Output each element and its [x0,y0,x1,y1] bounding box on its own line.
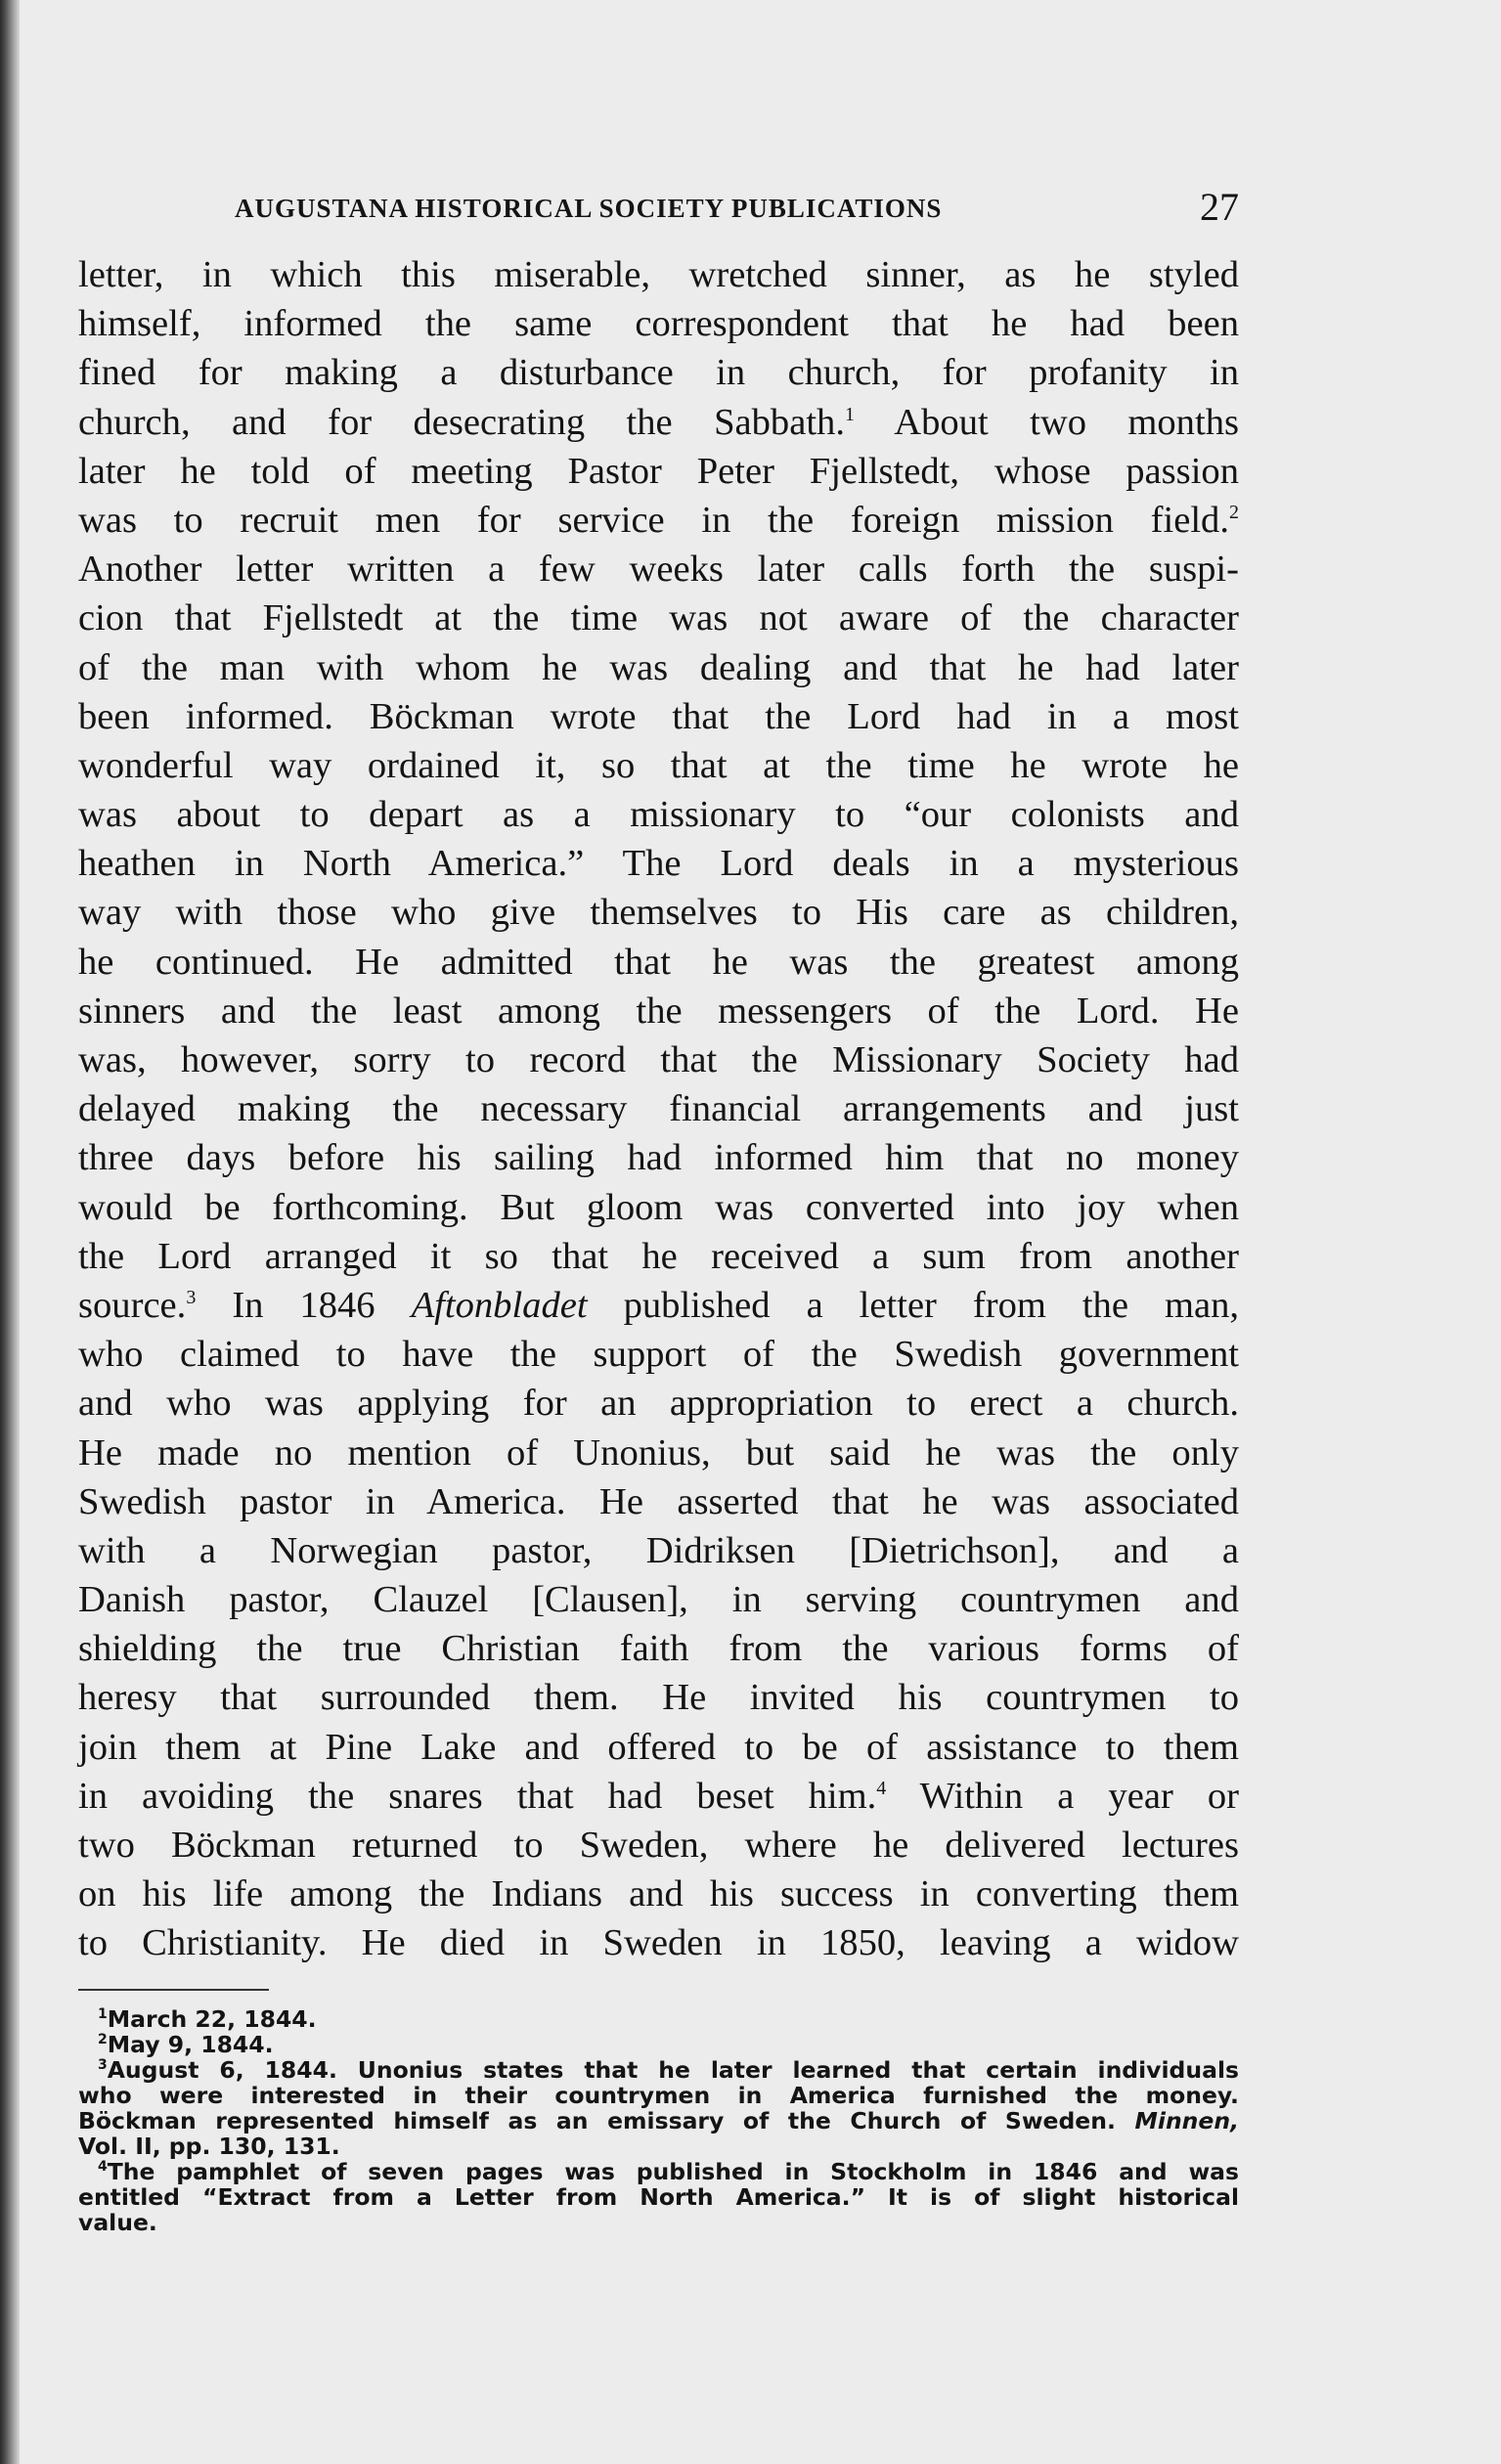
body-line: He made no mention of Unonius, but said he was the only [78,1431,1239,1474]
body-line: he continued. He admitted that he was the greatest among [78,941,1239,983]
body-line: sinners and the least among the messengers of the Lord. He [78,990,1239,1032]
body-line [78,1281,1239,1330]
footnote-1 [78,2006,1239,2032]
body-line: Danish pastor, Clauzel [Clausen], in serving countrymen and [78,1579,1239,1621]
body-line: on his life among the Indians and his success in converting them [78,1873,1239,1915]
page-number: 27 [1200,185,1239,229]
body-line: the Lord arranged it so that he received a sum from another [78,1235,1239,1277]
body-line: would be forthcoming. But gloom was converted into joy when [78,1186,1239,1228]
footnote-2 [78,2032,1239,2057]
body-text-segment: church, and for desecrating the Sabbath. [78,401,845,443]
body-line: later he told of meeting Pastor Peter Fjellstedt, whose passion [78,450,1239,492]
body-line: delayed making the necessary financial arrangements and just [78,1088,1239,1130]
footnote-separator-rule [78,1989,269,1991]
footnote-line: who were interested in their countrymen in America furnished the money. [78,2082,1239,2109]
body-line: Another letter written a few weeks later calls forth the suspi- [78,549,1239,591]
body-text-segment: in avoiding the snares that had beset him. [78,1775,877,1817]
book-spine-shadow [0,0,20,2464]
body-line [78,1772,1239,1821]
footnotes [78,2006,1239,2235]
body-text-segment: published a letter from the man, [623,1284,1240,1326]
footnote-text: March 22, 1844. [107,2005,317,2033]
body-line: and who was applying for an appropriation to erect a church. [78,1383,1239,1425]
body-line: was, however, sorry to record that the Missionary Society had [78,1039,1239,1080]
footnote-ref-4: 4 [876,1777,887,1799]
body-line: was about to depart as a missionary to “our colonists and [78,794,1239,836]
footnote-line [78,2108,1239,2134]
body-text-segment: was to recruit men for service in the foreign mission field. [78,499,1229,541]
footnote-ref-3: 3 [186,1287,197,1309]
body-line: wonderful way ordained it, so that at the time he wrote he [78,744,1239,786]
footnote-mark: 4 [98,2159,108,2176]
body-line: with a Norwegian pastor, Didriksen [Dietrichson], and a [78,1529,1239,1571]
footnote-3 [78,2057,1239,2159]
footnote-line [78,2159,1239,2184]
footnote-text: May 9, 1844. [107,2031,274,2058]
body-line: who claimed to have the support of the Swedish government [78,1334,1239,1376]
footnote-4 [78,2159,1239,2235]
body-line: two Böckman returned to Sweden, where he delivered lectures [78,1825,1239,1866]
body-line: join them at Pine Lake and offered to be of assistance to them [78,1726,1239,1768]
footnote-ref-2: 2 [1229,502,1239,524]
footnote-text: August 6, 1844. Unonius states that he later learned that certain individuals [107,2056,1239,2084]
body-line: Swedish pastor in America. He asserted that he was associated [78,1480,1239,1522]
body-line [78,496,1239,545]
footnote-line: value. [78,2209,157,2236]
body-line: three days before his sailing had informed him that no money [78,1137,1239,1179]
newspaper-title: Aftonbladet [411,1284,588,1326]
footnote-ref-1: 1 [845,403,855,425]
body-line: cion that Fjellstedt at the time was not aware of the character [78,597,1239,639]
body-line: of the man with whom he was dealing and that he had later [78,646,1239,688]
page-header [78,184,1239,233]
body-line: way with those who give themselves to His care as children, [78,892,1239,934]
body-text-segment: source. [78,1284,187,1326]
body-text-segment: In 1846 [232,1284,375,1326]
footnote-line [78,2057,1239,2083]
body-text-segment: About two months [894,401,1239,443]
body-line [78,398,1239,447]
book-title: Minnen, [1134,2107,1240,2134]
body-line: shielding the true Christian faith from the various forms of [78,1628,1239,1670]
body-line: been informed. Böckman wrote that the Lord had in a most [78,695,1239,737]
footnote-line: entitled “Extract from a Letter from North America.” It is of slight historical [78,2183,1239,2211]
body-text-segment: Within a year or [919,1775,1239,1817]
body-line: heresy that surrounded them. He invited his countrymen to [78,1677,1239,1719]
body-line: letter, in which this miserable, wretched sinner, as he styled [78,254,1239,295]
body-line: to Christianity. He died in Sweden in 1850, leaving a widow [78,1922,1239,1964]
footnote-text: Böckman represented himself as an emissary of the Church of Sweden. [78,2107,1116,2134]
body-line: fined for making a disturbance in church, for profanity in [78,352,1239,394]
running-title: AUGUSTANA HISTORICAL SOCIETY PUBLICATIONS [235,194,943,223]
footnote-mark: 2 [98,2032,108,2048]
footnote-line: Vol. II, pp. 130, 131. [78,2133,340,2160]
body-line: himself, informed the same correspondent that he had been [78,303,1239,345]
body-paragraph [78,250,1239,1968]
footnote-text: The pamphlet of seven pages was published in Stockholm in 1846 and was [107,2158,1239,2185]
footnote-mark: 3 [98,2057,108,2074]
body-line: heathen in North America.” The Lord deals in a mysterious [78,843,1239,885]
footnote-mark: 1 [98,2006,108,2023]
